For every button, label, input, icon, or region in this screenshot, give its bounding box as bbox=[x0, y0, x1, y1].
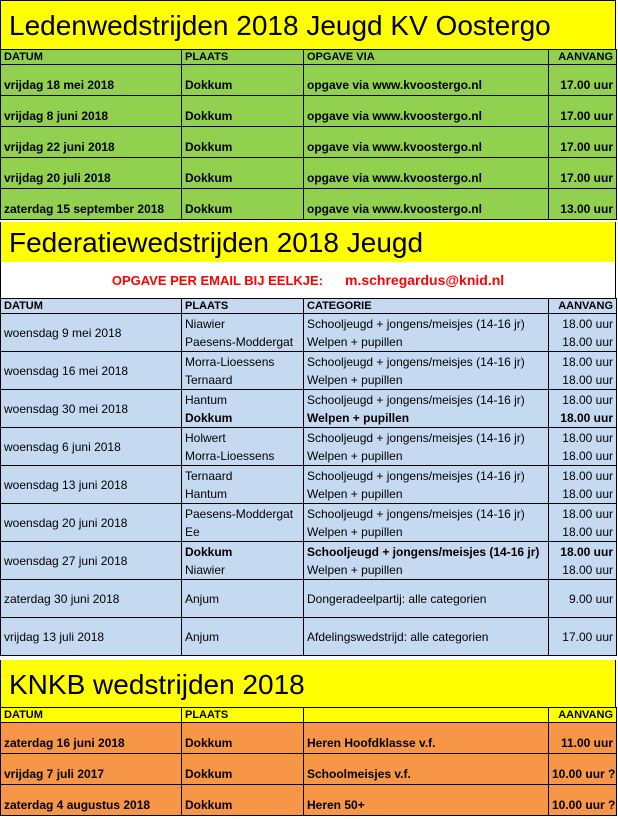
cell-signup: opgave via www.kvoostergo.nl bbox=[304, 189, 549, 220]
header-categorie: CATEGORIE bbox=[304, 299, 549, 314]
table-row bbox=[1, 723, 617, 754]
time-2: 18.00 uur bbox=[562, 372, 613, 387]
header-aanvang: AANVANG bbox=[549, 299, 617, 314]
cell-date: woensdag 13 juni 2018 bbox=[1, 466, 182, 504]
table-row bbox=[1, 754, 617, 785]
place-1: Dokkum bbox=[185, 544, 233, 559]
cell-time: 17.00 uur bbox=[549, 65, 617, 96]
category-1: Schooljeugd + jongens/meisjes (14-16 jr) bbox=[307, 506, 525, 521]
cell-place: Dokkum bbox=[182, 127, 304, 158]
table-row bbox=[1, 96, 617, 127]
time-1: 18.00 uur bbox=[562, 316, 613, 331]
cell-date: woensdag 16 mei 2018 bbox=[1, 352, 182, 390]
cell-time: 17.00 uur bbox=[549, 618, 617, 656]
cell-date: vrijdag 7 juli 2017 bbox=[1, 754, 182, 785]
cell-category: Heren 50+ bbox=[304, 785, 549, 816]
cell-time: 9.00 uur bbox=[549, 580, 617, 618]
cell-time: 13.00 uur bbox=[549, 189, 617, 220]
cell-places bbox=[182, 466, 304, 504]
cell-signup: opgave via www.kvoostergo.nl bbox=[304, 127, 549, 158]
table-row bbox=[1, 65, 617, 96]
header-plaats: PLAATS bbox=[182, 50, 304, 65]
cell-signup: opgave via www.kvoostergo.nl bbox=[304, 96, 549, 127]
table-row bbox=[1, 314, 617, 352]
category-2: Welpen + pupillen bbox=[307, 448, 403, 463]
cell-date: vrijdag 8 juni 2018 bbox=[1, 96, 182, 127]
section3-header-row bbox=[1, 708, 617, 723]
cell-category: Afdelingswedstrijd: alle categorien bbox=[304, 618, 549, 656]
section2-header-row bbox=[1, 299, 617, 314]
cell-date: woensdag 20 juni 2018 bbox=[1, 504, 182, 542]
cell-place: Dokkum bbox=[182, 65, 304, 96]
cell-category: Heren Hoofdklasse v.f. bbox=[304, 723, 549, 754]
cell-places bbox=[182, 390, 304, 428]
place-2: Ee bbox=[185, 524, 200, 539]
table-row bbox=[1, 542, 617, 580]
cell-time: 17.00 uur bbox=[549, 158, 617, 189]
place-2: Hantum bbox=[185, 486, 228, 501]
table-row bbox=[1, 428, 617, 466]
category-1: Schooljeugd + jongens/meisjes (14-16 jr) bbox=[307, 316, 525, 331]
cell-categories bbox=[304, 390, 549, 428]
email-link[interactable]: m.schregardus@knid.nl bbox=[345, 272, 505, 288]
cell-place: Dokkum bbox=[182, 189, 304, 220]
cell-categories bbox=[304, 542, 549, 580]
header-plaats: PLAATS bbox=[182, 299, 304, 314]
time-1: 18.00 uur bbox=[562, 354, 613, 369]
cell-place: Dokkum bbox=[182, 158, 304, 189]
cell-places bbox=[182, 504, 304, 542]
table-row bbox=[1, 618, 617, 656]
cell-date: zaterdag 30 juni 2018 bbox=[1, 580, 182, 618]
cell-category: Schoolmeisjes v.f. bbox=[304, 754, 549, 785]
place-1: Paesens-Moddergat bbox=[185, 506, 294, 521]
category-1: Schooljeugd + jongens/meisjes (14-16 jr) bbox=[307, 354, 525, 369]
cell-date: woensdag 30 mei 2018 bbox=[1, 390, 182, 428]
cell-time: 17.00 uur bbox=[549, 127, 617, 158]
place-2: Dokkum bbox=[185, 410, 233, 425]
cell-place: Dokkum bbox=[182, 754, 304, 785]
table-row bbox=[1, 466, 617, 504]
section1-table bbox=[0, 49, 617, 220]
header-plaats: PLAATS bbox=[182, 708, 304, 723]
cell-times bbox=[549, 352, 617, 390]
table-row bbox=[1, 580, 617, 618]
table-row bbox=[1, 785, 617, 816]
cell-date: woensdag 6 juni 2018 bbox=[1, 428, 182, 466]
place-1: Hantum bbox=[185, 392, 228, 407]
table-row bbox=[1, 189, 617, 220]
place-1: Holwert bbox=[185, 430, 226, 445]
time-2: 18.00 uur bbox=[562, 334, 613, 349]
header-aanvang: AANVANG bbox=[549, 708, 617, 723]
cell-date: vrijdag 13 juli 2018 bbox=[1, 618, 182, 656]
category-1: Schooljeugd + jongens/meisjes (14-16 jr) bbox=[307, 430, 525, 445]
cell-times bbox=[549, 504, 617, 542]
place-2: Ternaard bbox=[185, 372, 233, 387]
category-1: Schooljeugd + jongens/meisjes (14-16 jr) bbox=[307, 468, 525, 483]
table-row bbox=[1, 504, 617, 542]
cell-categories bbox=[304, 314, 549, 352]
section2-table bbox=[0, 298, 617, 656]
email-notice bbox=[0, 262, 616, 298]
table-row bbox=[1, 352, 617, 390]
category-2: Welpen + pupillen bbox=[307, 486, 403, 501]
cell-date: vrijdag 22 juni 2018 bbox=[1, 127, 182, 158]
cell-date: woensdag 9 mei 2018 bbox=[1, 314, 182, 352]
time-1: 18.00 uur bbox=[560, 544, 613, 559]
cell-signup: opgave via www.kvoostergo.nl bbox=[304, 65, 549, 96]
header-datum: DATUM bbox=[1, 299, 182, 314]
time-2: 18.00 uur bbox=[562, 562, 613, 577]
cell-place: Anjum bbox=[182, 580, 304, 618]
cell-times bbox=[549, 314, 617, 352]
cell-place: Dokkum bbox=[182, 96, 304, 127]
cell-date: woensdag 27 juni 2018 bbox=[1, 542, 182, 580]
place-2: Paesens-Moddergat bbox=[185, 334, 294, 349]
cell-places bbox=[182, 352, 304, 390]
cell-places bbox=[182, 314, 304, 352]
cell-date: zaterdag 16 juni 2018 bbox=[1, 723, 182, 754]
section2-title: Federatiewedstrijden 2018 Jeugd bbox=[0, 222, 616, 262]
cell-times bbox=[549, 542, 617, 580]
time-2: 18.00 uur bbox=[562, 448, 613, 463]
cell-date: zaterdag 15 september 2018 bbox=[1, 189, 182, 220]
section3-title: KNKB wedstrijden 2018 bbox=[0, 660, 616, 707]
cell-place: Anjum bbox=[182, 618, 304, 656]
place-1: Ternaard bbox=[185, 468, 233, 483]
cell-date: vrijdag 20 juli 2018 bbox=[1, 158, 182, 189]
time-1: 18.00 uur bbox=[562, 392, 613, 407]
category-2: Welpen + pupillen bbox=[307, 410, 410, 425]
time-1: 18.00 uur bbox=[562, 468, 613, 483]
cell-time: 10.00 uur ? bbox=[549, 785, 617, 816]
time-2: 18.00 uur bbox=[560, 410, 613, 425]
cell-times bbox=[549, 390, 617, 428]
header-datum: DATUM bbox=[1, 708, 182, 723]
cell-places bbox=[182, 428, 304, 466]
cell-categories bbox=[304, 352, 549, 390]
table-row bbox=[1, 158, 617, 189]
cell-date: vrijdag 18 mei 2018 bbox=[1, 65, 182, 96]
cell-signup: opgave via www.kvoostergo.nl bbox=[304, 158, 549, 189]
cell-categories bbox=[304, 466, 549, 504]
cell-place: Dokkum bbox=[182, 723, 304, 754]
header-aanvang: AANVANG bbox=[549, 50, 617, 65]
cell-categories bbox=[304, 428, 549, 466]
cell-places bbox=[182, 542, 304, 580]
cell-time: 17.00 uur bbox=[549, 96, 617, 127]
cell-category: Dongeradeelpartij: alle categorien bbox=[304, 580, 549, 618]
place-1: Niawier bbox=[185, 316, 226, 331]
cell-time: 11.00 uur bbox=[549, 723, 617, 754]
section1-title: Ledenwedstrijden 2018 Jeugd KV Oostergo bbox=[0, 0, 616, 49]
place-2: Morra-Lioessens bbox=[185, 448, 275, 463]
cell-times bbox=[549, 428, 617, 466]
section3-table bbox=[0, 707, 617, 816]
table-row bbox=[1, 390, 617, 428]
time-1: 18.00 uur bbox=[562, 430, 613, 445]
place-1: Morra-Lioessens bbox=[185, 354, 275, 369]
category-2: Welpen + pupillen bbox=[307, 372, 403, 387]
place-2: Niawier bbox=[185, 562, 226, 577]
time-1: 18.00 uur bbox=[562, 506, 613, 521]
header-datum: DATUM bbox=[1, 50, 182, 65]
category-2: Welpen + pupillen bbox=[307, 524, 403, 539]
header-blank bbox=[304, 708, 549, 723]
cell-times bbox=[549, 466, 617, 504]
time-2: 18.00 uur bbox=[562, 524, 613, 539]
notice-text: OPGAVE PER EMAIL BIJ EELKJE: bbox=[111, 273, 324, 288]
section1-header-row bbox=[1, 50, 617, 65]
cell-categories bbox=[304, 504, 549, 542]
header-opgave: OPGAVE VIA bbox=[304, 50, 549, 65]
table-row bbox=[1, 127, 617, 158]
time-2: 18.00 uur bbox=[562, 486, 613, 501]
category-1: Schooljeugd + jongens/meisjes (14-16 jr) bbox=[307, 544, 540, 559]
cell-date: zaterdag 4 augustus 2018 bbox=[1, 785, 182, 816]
cell-time: 10.00 uur ? bbox=[549, 754, 617, 785]
category-2: Welpen + pupillen bbox=[307, 562, 403, 577]
cell-place: Dokkum bbox=[182, 785, 304, 816]
category-2: Welpen + pupillen bbox=[307, 334, 403, 349]
category-1: Schooljeugd + jongens/meisjes (14-16 jr) bbox=[307, 392, 525, 407]
